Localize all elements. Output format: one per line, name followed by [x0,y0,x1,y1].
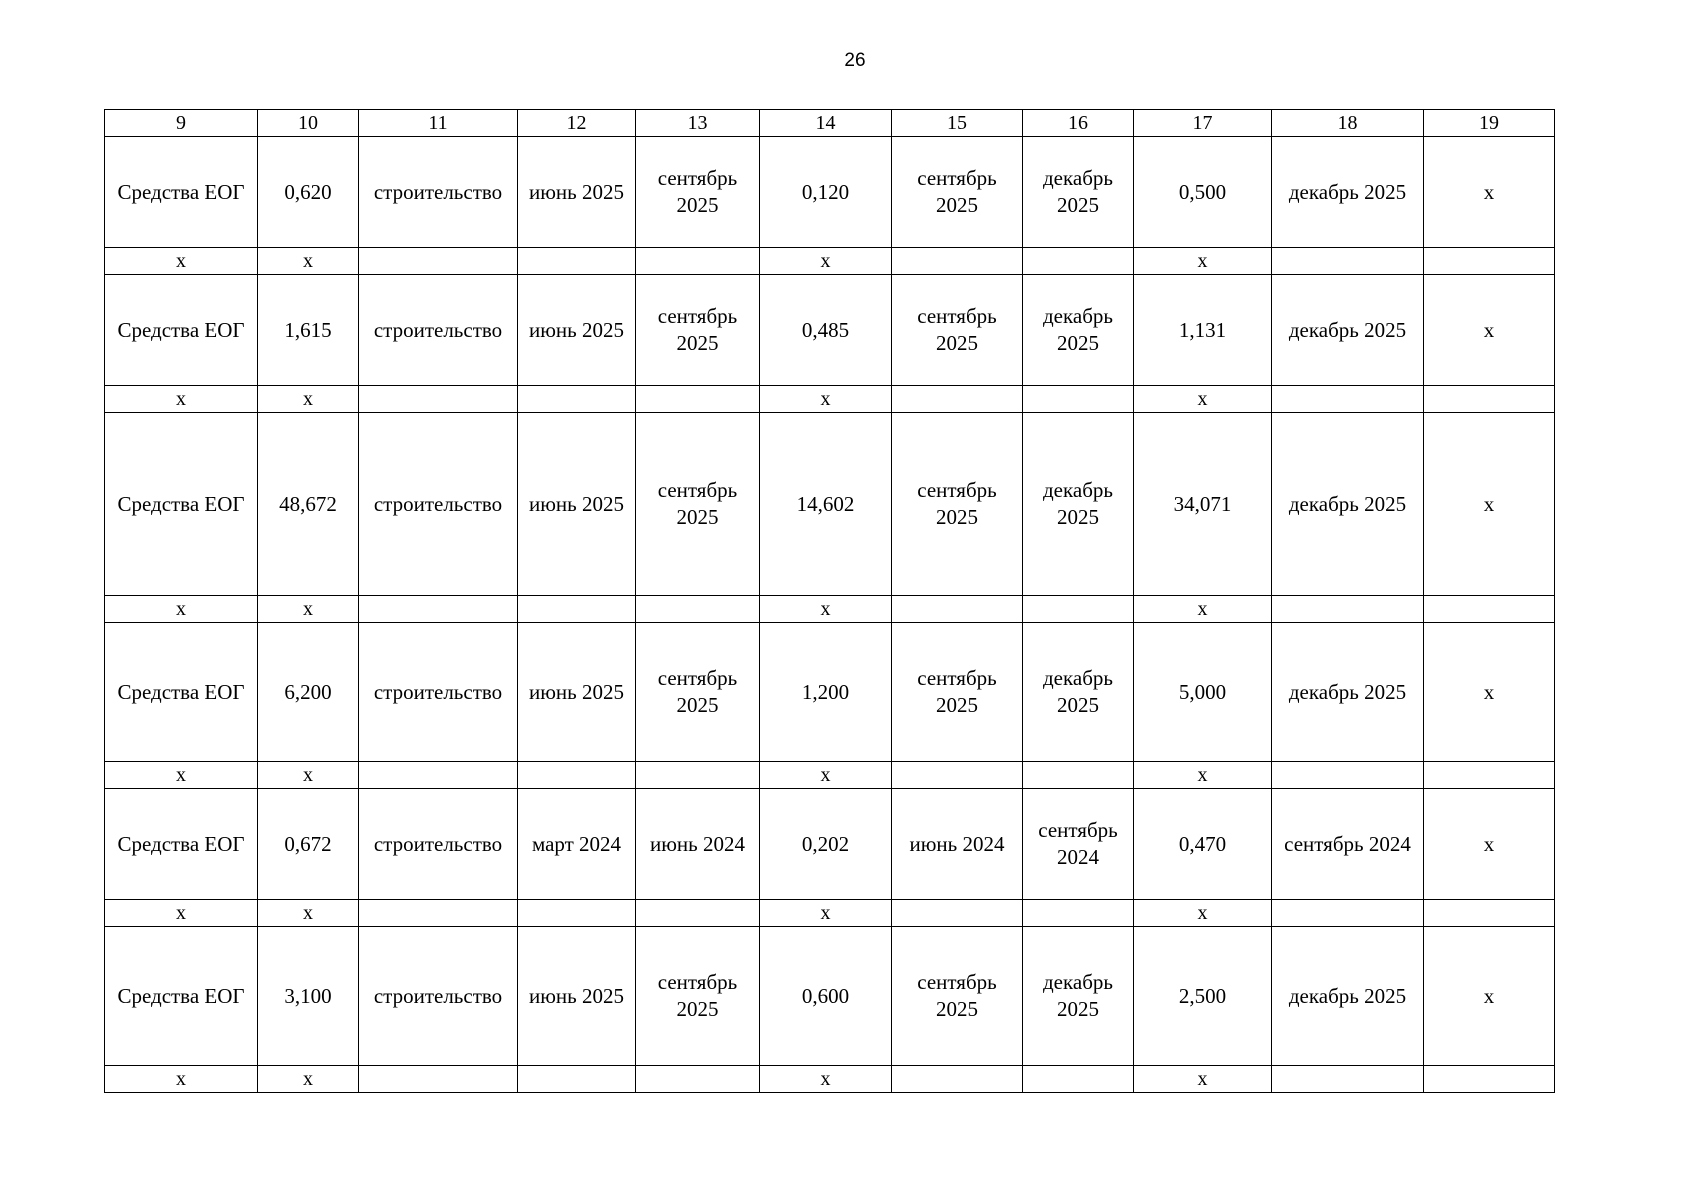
table-cell [636,1066,760,1093]
table-cell: 34,071 [1134,413,1272,596]
table-cell: x [1424,789,1555,900]
table-cell: Средства ЕОГ [105,927,258,1066]
table-cell: x [1134,762,1272,789]
table-cell: x [105,248,258,275]
table-cell [359,1066,518,1093]
table-cell: сентябрь 2024 [1272,789,1424,900]
table-row [105,789,1555,900]
table-cell: x [760,900,892,927]
table-cell: Средства ЕОГ [105,137,258,248]
table-cell: декабрь 2025 [1023,413,1134,596]
table-cell: 0,500 [1134,137,1272,248]
table-cell: июнь 2024 [636,789,760,900]
table-cell [518,1066,636,1093]
table-subrow [105,900,1555,927]
table-cell: x [258,248,359,275]
table-cell [359,386,518,413]
table-cell: x [105,900,258,927]
table-cell [1424,386,1555,413]
table-cell [1272,900,1424,927]
table-cell: строительство [359,623,518,762]
table-cell [1272,596,1424,623]
column-number-cell: 19 [1424,110,1555,137]
table-cell [518,386,636,413]
table-row [105,275,1555,386]
table-cell [1424,900,1555,927]
table-cell: x [760,596,892,623]
table-cell [1023,248,1134,275]
table-cell: июнь 2024 [892,789,1023,900]
column-number-cell: 16 [1023,110,1134,137]
table-cell: декабрь 2025 [1272,927,1424,1066]
table-cell: x [1424,137,1555,248]
table-cell: 3,100 [258,927,359,1066]
table-cell [1272,386,1424,413]
table-cell: x [760,762,892,789]
column-number-cell: 12 [518,110,636,137]
table-cell: x [258,596,359,623]
table-cell: строительство [359,137,518,248]
table-cell: март 2024 [518,789,636,900]
table-cell [359,248,518,275]
table-cell: x [1134,1066,1272,1093]
table-row [105,623,1555,762]
table-cell [892,900,1023,927]
column-number-row [105,110,1555,137]
table-cell: июнь 2025 [518,275,636,386]
table-cell [892,762,1023,789]
table-cell: 0,620 [258,137,359,248]
table-cell: x [105,762,258,789]
table-cell [518,762,636,789]
table-cell: строительство [359,789,518,900]
column-number-cell: 11 [359,110,518,137]
table-cell [892,596,1023,623]
table-cell [636,762,760,789]
table-cell: x [1134,900,1272,927]
table-cell: июнь 2025 [518,413,636,596]
table-cell [1272,762,1424,789]
table-cell: x [1424,275,1555,386]
table-cell: строительство [359,275,518,386]
table-cell: 48,672 [258,413,359,596]
table-cell: сентябрь 2025 [636,927,760,1066]
table-cell [636,386,760,413]
table-row [105,927,1555,1066]
column-number-cell: 9 [105,110,258,137]
table-cell: июнь 2025 [518,623,636,762]
table-cell: x [258,1066,359,1093]
table-cell: декабрь 2025 [1272,413,1424,596]
table-cell: сентябрь 2025 [892,275,1023,386]
table-cell [1424,596,1555,623]
table-cell: Средства ЕОГ [105,275,258,386]
table-cell [1023,900,1134,927]
table-cell: Средства ЕОГ [105,623,258,762]
table-cell: декабрь 2025 [1023,927,1134,1066]
table-cell: 14,602 [760,413,892,596]
table-cell: Средства ЕОГ [105,789,258,900]
table-cell: июнь 2025 [518,137,636,248]
data-table [104,109,1555,1093]
column-number-cell: 14 [760,110,892,137]
table-cell [636,900,760,927]
table-cell [1023,762,1134,789]
table-cell: сентябрь 2025 [892,413,1023,596]
column-number-cell: 15 [892,110,1023,137]
table-cell: 0,120 [760,137,892,248]
table-cell: x [1134,596,1272,623]
table-cell: июнь 2025 [518,927,636,1066]
table-cell: x [760,386,892,413]
table-cell: сентябрь 2025 [892,137,1023,248]
page-number: 26 [844,50,866,71]
table-cell: сентябрь 2025 [636,623,760,762]
table-subrow [105,596,1555,623]
table-cell: 1,200 [760,623,892,762]
table-cell: строительство [359,927,518,1066]
table-cell: 1,131 [1134,275,1272,386]
table-cell [1023,1066,1134,1093]
table-cell: 0,672 [258,789,359,900]
table-cell: 5,000 [1134,623,1272,762]
column-number-cell: 13 [636,110,760,137]
table-cell: 0,485 [760,275,892,386]
table-cell [518,248,636,275]
table-subrow [105,386,1555,413]
table-cell [636,596,760,623]
table-row [105,413,1555,596]
table-cell [1424,248,1555,275]
table-cell: Средства ЕОГ [105,413,258,596]
table-cell: x [1424,927,1555,1066]
table-cell [359,596,518,623]
table-cell [892,1066,1023,1093]
table-cell [892,248,1023,275]
table-cell: x [1134,248,1272,275]
table-cell: 2,500 [1134,927,1272,1066]
table-cell: декабрь 2025 [1272,623,1424,762]
table-cell [892,386,1023,413]
table-cell [518,900,636,927]
table-cell: x [258,386,359,413]
table-cell: сентябрь 2025 [636,413,760,596]
table-cell [1424,762,1555,789]
table-cell: декабрь 2025 [1023,623,1134,762]
table-cell: x [1134,386,1272,413]
table-cell: x [258,900,359,927]
table-cell: x [1424,623,1555,762]
table-cell [636,248,760,275]
table-cell: декабрь 2025 [1023,275,1134,386]
table-cell: x [258,762,359,789]
table-cell [518,596,636,623]
table-cell: 0,202 [760,789,892,900]
table-cell: x [760,248,892,275]
table-row [105,137,1555,248]
table-cell: x [105,596,258,623]
table-cell: декабрь 2025 [1023,137,1134,248]
table-cell: x [760,1066,892,1093]
table-cell [1272,1066,1424,1093]
table-cell [1424,1066,1555,1093]
table-cell: декабрь 2025 [1272,137,1424,248]
table-cell: сентябрь 2025 [636,137,760,248]
column-number-cell: 18 [1272,110,1424,137]
table-cell: x [1424,413,1555,596]
table-cell: x [105,386,258,413]
table-cell [1272,248,1424,275]
table-cell: 0,600 [760,927,892,1066]
table-cell: сентябрь 2024 [1023,789,1134,900]
table-cell: 1,615 [258,275,359,386]
column-number-cell: 10 [258,110,359,137]
table-cell: 0,470 [1134,789,1272,900]
table-cell: сентябрь 2025 [636,275,760,386]
table-cell [359,900,518,927]
table-subrow [105,1066,1555,1093]
table-cell: строительство [359,413,518,596]
table-subrow [105,762,1555,789]
table-cell: x [105,1066,258,1093]
table-cell: сентябрь 2025 [892,623,1023,762]
table-subrow [105,248,1555,275]
table-cell: 6,200 [258,623,359,762]
column-number-cell: 17 [1134,110,1272,137]
table-cell [1023,386,1134,413]
table-cell: сентябрь 2025 [892,927,1023,1066]
table-cell: декабрь 2025 [1272,275,1424,386]
table-cell [1023,596,1134,623]
table-cell [359,762,518,789]
